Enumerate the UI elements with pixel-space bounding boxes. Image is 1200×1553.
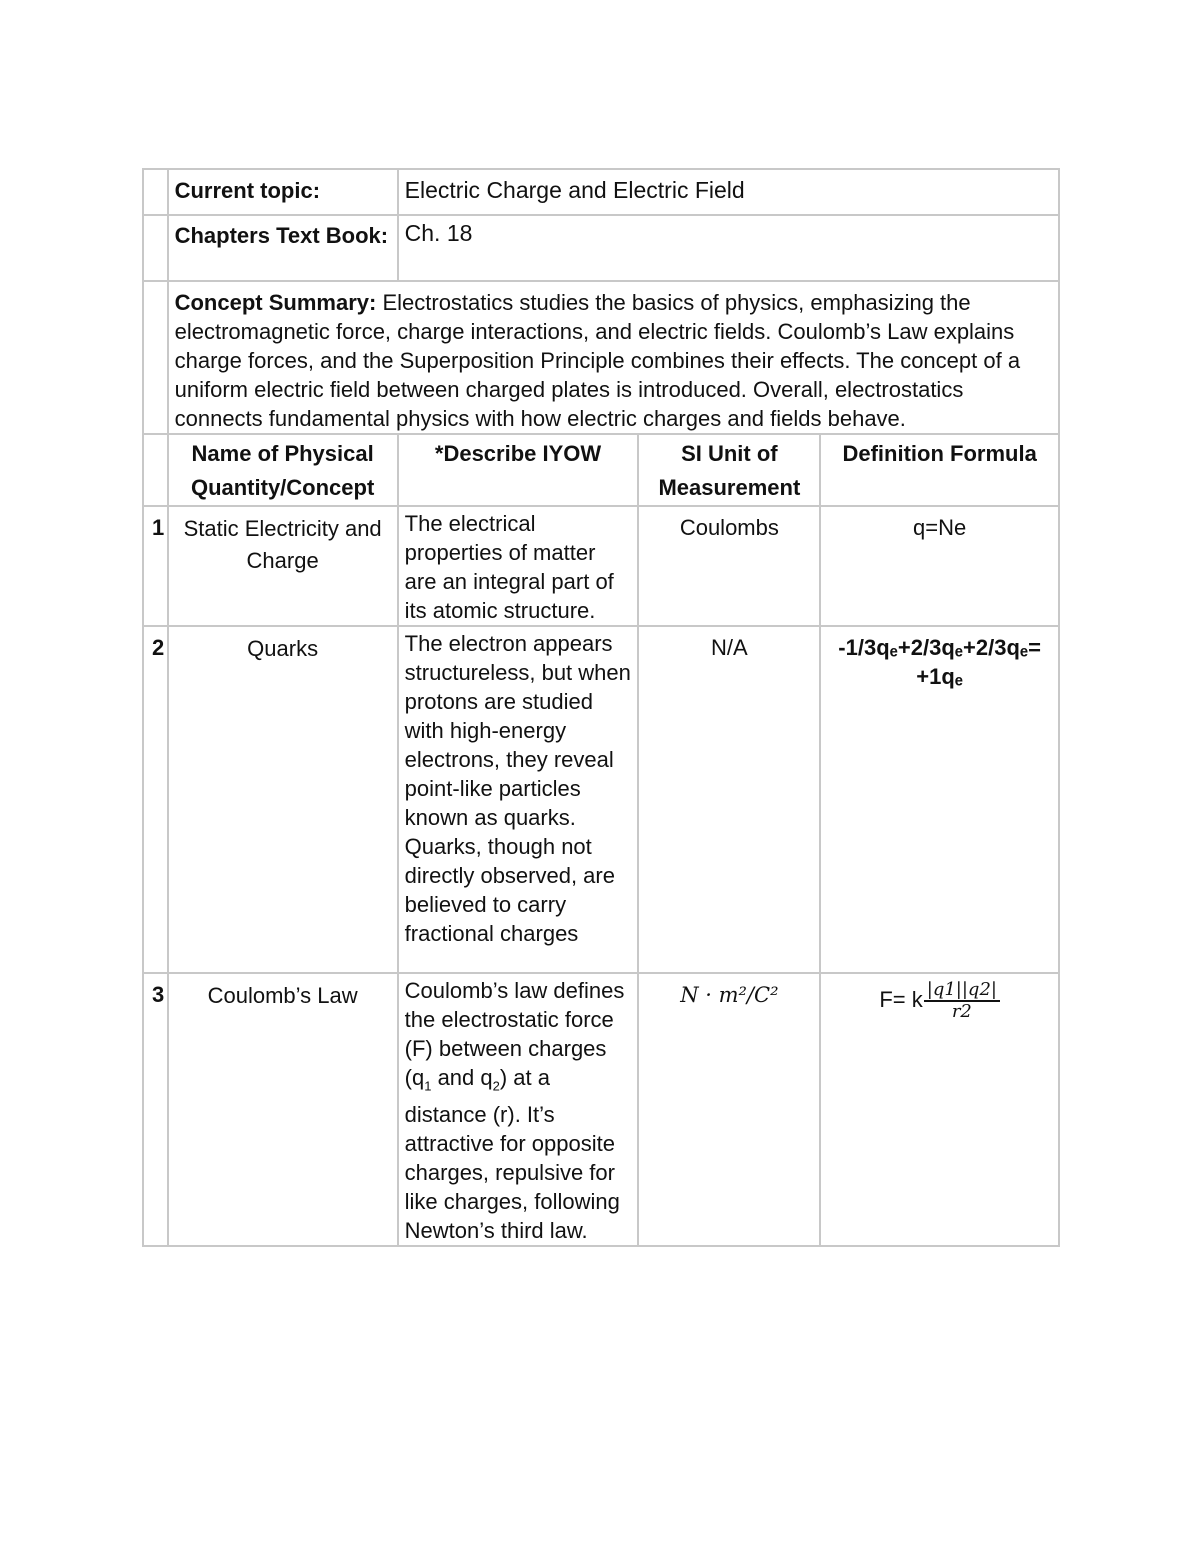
concept-table <box>142 168 1060 1247</box>
formula-line-1: -1/3qₑ+2/3qₑ+2/3qₑ= <box>838 635 1042 660</box>
row-description <box>398 973 639 1246</box>
row-description: The electron appears structureless, but when protons are studied with high-energy electrons, they reveal point-like particles known as quarks. Quarks, though not directly observed, are believed to carry fractional charges <box>398 626 639 973</box>
row-name: Coulomb’s Law <box>168 973 398 1246</box>
row-number: 1 <box>143 506 168 626</box>
row-unit: Coulombs <box>638 506 820 626</box>
header-row <box>143 434 1059 506</box>
row-name: Quarks <box>168 626 398 973</box>
header-unit: SI Unit of Measurement <box>638 434 820 506</box>
topic-label: Current topic: <box>168 169 398 215</box>
summary-text: Electrostatics studies the basics of physics, emphasizing the electromagnetic force, charge interactions, and electric fields. Coulomb’s Law explains charge forces, and the Superposition Principle combines their effects. The concept of a uniform electric field between charged plates is introduced. Overall, electrostatics connects fundamental physics with how electric charges and fields behave. <box>174 290 1021 431</box>
chapters-value: Ch. 18 <box>398 215 1059 281</box>
row-formula: q=Ne <box>820 506 1059 626</box>
row-name: Static Electricity and Charge <box>168 506 398 626</box>
description-subscript: 2 <box>492 1078 500 1094</box>
formula-prefix: F= k <box>879 986 923 1012</box>
formula-denominator: r2 <box>951 1001 972 1022</box>
description-part: ) at a distance (r). It’s attractive for opposite charges, repulsive for like charges, following Newton’s third law. <box>404 1065 620 1244</box>
row-unit: N/A <box>638 626 820 973</box>
description-part: Coulomb’s law defines the electrostatic force (F) between charges (q <box>404 978 625 1090</box>
row-formula <box>820 973 1059 1246</box>
row-description: The electrical properties of matter are an integral part of its atomic structure. <box>398 506 639 626</box>
description-subscript: 1 <box>424 1078 432 1094</box>
formula-line-2: +1qₑ <box>916 664 964 689</box>
topic-row <box>143 169 1059 215</box>
header-describe: *Describe IYOW <box>398 434 639 506</box>
summary-row <box>143 281 1059 434</box>
chapters-row <box>143 215 1059 281</box>
chapters-label: Chapters Text Book: <box>168 215 398 281</box>
topic-value: Electric Charge and Electric Field <box>398 169 1059 215</box>
formula-fraction <box>924 980 1000 1022</box>
topic-blank-cell <box>143 169 168 215</box>
header-formula: Definition Formula <box>820 434 1059 506</box>
row-formula <box>820 626 1059 973</box>
row-unit <box>638 973 820 1246</box>
summary-label: Concept Summary: <box>174 290 377 315</box>
unit-math: N · m²/C² <box>680 983 779 1007</box>
header-name: Name of Physical Quantity/Concept <box>168 434 398 506</box>
description-part: and q <box>431 1065 493 1090</box>
row-number: 2 <box>143 626 168 973</box>
row-number: 3 <box>143 973 168 1246</box>
table-row <box>143 506 1059 626</box>
summary-cell <box>168 281 1059 434</box>
table-row <box>143 626 1059 973</box>
formula-numerator: |q1||q2| <box>924 980 1000 1002</box>
chapters-blank-cell <box>143 215 168 281</box>
table-row <box>143 973 1059 1246</box>
header-blank-cell <box>143 434 168 506</box>
summary-blank-cell <box>143 281 168 434</box>
